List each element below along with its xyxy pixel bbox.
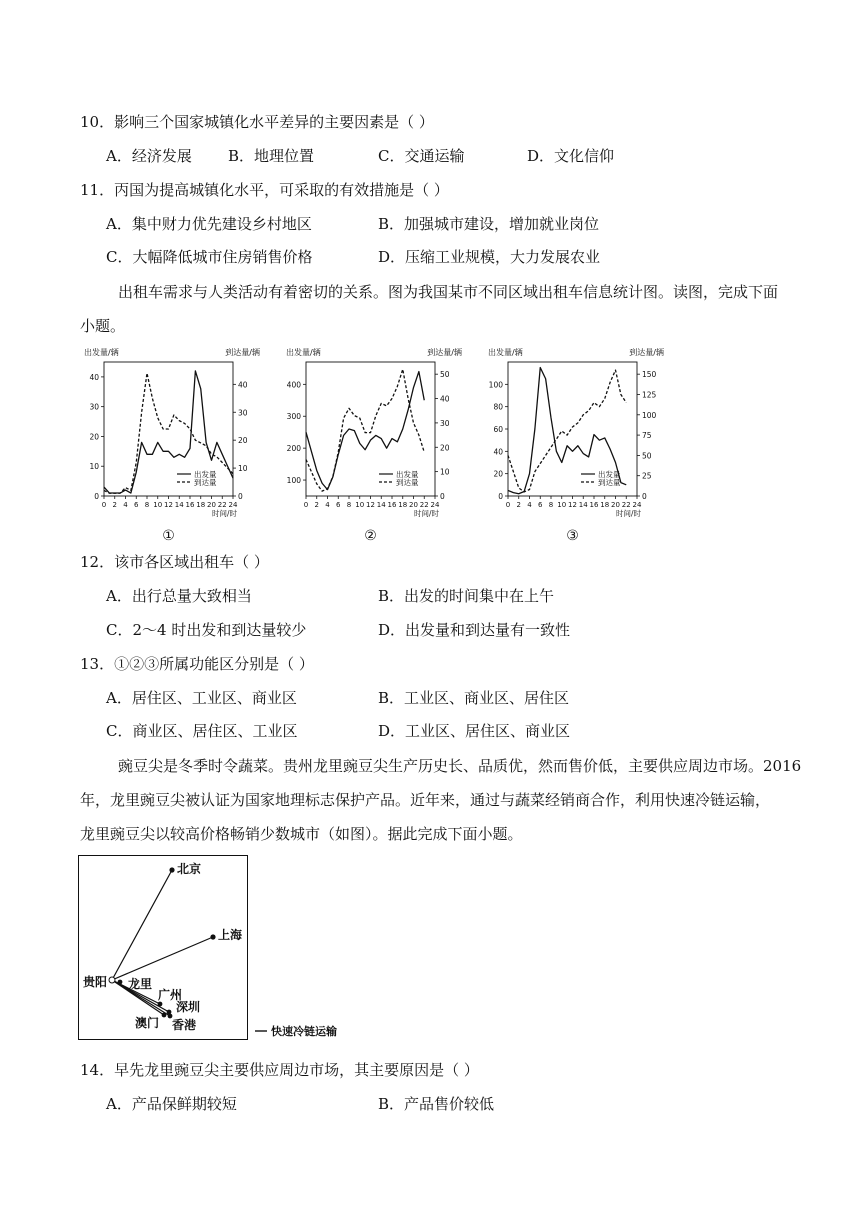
city-dot-shenzhen xyxy=(167,1010,172,1015)
right-tick-label: 100 xyxy=(642,410,657,420)
question-10-option-a: A．经济发展 xyxy=(106,147,192,165)
legend-label: 出发量 xyxy=(598,470,621,479)
city-dot-guangzhou xyxy=(158,1002,163,1007)
left-tick-label: 80 xyxy=(493,402,503,412)
cold-chain-map xyxy=(78,855,378,1045)
x-tick-label: 24 xyxy=(632,501,642,509)
right-tick-label: 0 xyxy=(238,492,243,501)
left-tick-label: 20 xyxy=(89,432,99,442)
right-axis-label: 到达量/辆 xyxy=(427,348,462,357)
x-tick-label: 6 xyxy=(134,501,139,509)
x-tick-label: 6 xyxy=(336,501,341,509)
left-tick-label: 400 xyxy=(286,380,301,390)
left-axis-label: 出发量/辆 xyxy=(488,348,523,357)
x-tick-label: 24 xyxy=(430,501,440,509)
chart-caption: ③ xyxy=(566,528,579,544)
left-tick-label: 40 xyxy=(493,447,503,457)
city-label-guiyang: 贵阳 xyxy=(83,975,108,989)
x-tick-label: 22 xyxy=(419,501,429,509)
right-tick-label: 30 xyxy=(440,418,450,428)
x-tick-label: 4 xyxy=(123,501,128,509)
right-tick-label: 20 xyxy=(238,436,248,446)
intro-taxi-line-2: 小题。 xyxy=(80,317,126,335)
x-tick-label: 20 xyxy=(207,501,216,509)
x-tick-label: 2 xyxy=(112,501,117,509)
x-axis-label: 时间/时 xyxy=(413,509,439,518)
x-tick-label: 22 xyxy=(621,501,631,509)
intro-pea-line-3: 龙里豌豆尖以较高价格畅销少数城市（如图）。据此完成下面小题。 xyxy=(80,825,523,843)
question-13-option-a: A．居住区、工业区、商业区 xyxy=(106,689,297,707)
question-14-option-a: A．产品保鲜期较短 xyxy=(106,1095,237,1113)
right-tick-label: 150 xyxy=(642,370,657,380)
right-tick-label: 10 xyxy=(440,467,450,477)
right-tick-label: 30 xyxy=(238,408,248,418)
x-tick-label: 20 xyxy=(409,501,418,509)
x-tick-label: 10 xyxy=(355,501,365,509)
city-label-shanghai: 上海 xyxy=(218,928,243,942)
left-tick-label: 10 xyxy=(89,462,99,472)
taxi-chart-3 xyxy=(484,344,684,544)
x-tick-label: 8 xyxy=(144,501,150,509)
left-tick-label: 200 xyxy=(286,444,301,454)
question-11-option-d: D．压缩工业规模，大力发展农业 xyxy=(378,248,601,266)
x-tick-label: 16 xyxy=(387,501,397,509)
x-tick-label: 12 xyxy=(366,501,375,509)
x-tick-label: 14 xyxy=(174,501,184,509)
x-tick-label: 8 xyxy=(346,501,352,509)
right-tick-label: 0 xyxy=(440,492,445,501)
route-shanghai xyxy=(112,937,213,980)
left-tick-label: 100 xyxy=(286,476,301,486)
question-10-option-d: D．文化信仰 xyxy=(527,147,615,165)
question-10-option-c: C．交通运输 xyxy=(378,147,465,165)
x-tick-label: 6 xyxy=(538,501,543,509)
left-axis-label: 出发量/辆 xyxy=(84,348,119,357)
question-12-stem: 12．该市各区域出租车（ ） xyxy=(80,553,269,571)
legend-label: 到达量 xyxy=(194,478,217,487)
x-tick-label: 2 xyxy=(314,501,319,509)
right-tick-label: 0 xyxy=(642,492,647,501)
question-10-stem: 10．影响三个国家城镇化水平差异的主要因素是（ ） xyxy=(80,113,434,131)
question-14-option-b: B．产品售价较低 xyxy=(378,1095,495,1113)
right-tick-label: 10 xyxy=(238,464,248,474)
right-tick-label: 20 xyxy=(440,443,450,453)
question-13-option-c: C．商业区、居住区、工业区 xyxy=(106,722,298,740)
city-dot-beijing xyxy=(169,867,174,872)
city-label-macau: 澳门 xyxy=(135,1016,160,1030)
city-dot-guiyang xyxy=(109,977,115,983)
x-tick-label: 18 xyxy=(600,501,610,509)
legend-label: 到达量 xyxy=(598,478,621,487)
left-tick-label: 100 xyxy=(488,380,503,390)
left-tick-label: 60 xyxy=(493,425,503,434)
x-tick-label: 4 xyxy=(527,501,532,509)
city-label-shenzhen: 深圳 xyxy=(176,1000,201,1014)
legend-label: 出发量 xyxy=(194,470,217,479)
taxi-chart-2 xyxy=(282,344,482,544)
x-tick-label: 0 xyxy=(505,501,511,509)
x-tick-label: 0 xyxy=(303,501,309,509)
question-11-option-b: B．加强城市建设，增加就业岗位 xyxy=(378,215,600,233)
left-tick-label: 0 xyxy=(498,492,503,501)
x-tick-label: 0 xyxy=(101,501,107,509)
x-tick-label: 4 xyxy=(325,501,330,509)
x-tick-label: 14 xyxy=(578,501,588,509)
x-tick-label: 22 xyxy=(217,501,227,509)
question-11-stem: 11．丙国为提高城镇化水平，可采取的有效措施是（ ） xyxy=(80,181,449,199)
question-12-option-a: A．出行总量大致相当 xyxy=(106,587,252,605)
x-tick-label: 16 xyxy=(185,501,195,509)
left-tick-label: 0 xyxy=(94,492,99,501)
right-tick-label: 50 xyxy=(642,451,652,461)
intro-pea-line-2: 年，龙里豌豆尖被认证为国家地理标志保护产品。近年来，通过与蔬菜经销商合作，利用快速冷链运输， xyxy=(80,791,771,809)
question-13-option-b: B．工业区、商业区、居住区 xyxy=(378,689,570,707)
x-axis-label: 时间/时 xyxy=(615,509,641,518)
legend-label: 到达量 xyxy=(396,478,419,487)
city-dot-longli xyxy=(118,980,123,985)
left-tick-label: 300 xyxy=(286,412,301,422)
left-tick-label: 20 xyxy=(493,469,503,479)
x-tick-label: 18 xyxy=(398,501,408,509)
x-tick-label: 12 xyxy=(568,501,577,509)
intro-pea-line-1: 豌豆尖是冬季时令蔬菜。贵州龙里豌豆尖生产历史长、品质优，然而售价低，主要供应周边市场。2016 xyxy=(118,757,802,775)
right-tick-label: 125 xyxy=(642,390,657,400)
x-tick-label: 20 xyxy=(611,501,620,509)
map-legend-label: 快速冷链运输 xyxy=(271,1025,337,1038)
right-axis-label: 到达量/辆 xyxy=(225,348,260,357)
right-tick-label: 50 xyxy=(440,370,450,380)
question-13-stem: 13．①②③所属功能区分别是（ ） xyxy=(80,655,314,673)
x-tick-label: 10 xyxy=(557,501,567,509)
chart-caption: ② xyxy=(364,528,377,544)
x-tick-label: 16 xyxy=(589,501,599,509)
right-tick-label: 25 xyxy=(642,471,652,481)
city-label-longli: 龙里 xyxy=(128,977,153,991)
legend-label: 出发量 xyxy=(396,470,419,479)
question-14-stem: 14．早先龙里豌豆尖主要供应周边市场，其主要原因是（ ） xyxy=(80,1061,479,1079)
city-label-hongkong: 香港 xyxy=(172,1018,197,1032)
left-tick-label: 40 xyxy=(89,372,99,382)
x-axis-label: 时间/时 xyxy=(211,509,237,518)
question-12-option-d: D．出发量和到达量有一致性 xyxy=(378,621,571,639)
x-tick-label: 14 xyxy=(376,501,386,509)
right-tick-label: 40 xyxy=(440,394,450,404)
question-12-option-c: C．2～4 时出发和到达量较少 xyxy=(106,621,307,639)
x-tick-label: 18 xyxy=(196,501,206,509)
x-tick-label: 8 xyxy=(548,501,554,509)
right-tick-label: 40 xyxy=(238,380,248,390)
city-dot-shanghai xyxy=(210,934,215,939)
right-axis-label: 到达量/辆 xyxy=(629,348,664,357)
chart-caption: ① xyxy=(162,528,175,544)
right-tick-label: 75 xyxy=(642,431,652,441)
x-tick-label: 2 xyxy=(516,501,521,509)
x-tick-label: 24 xyxy=(228,501,238,509)
question-11-option-a: A．集中财力优先建设乡村地区 xyxy=(106,215,312,233)
taxi-chart-1 xyxy=(80,344,280,544)
question-11-option-c: C．大幅降低城市住房销售价格 xyxy=(106,248,313,266)
question-12-option-b: B．出发的时间集中在上午 xyxy=(378,587,555,605)
question-13-option-d: D．工业区、居住区、商业区 xyxy=(378,722,571,740)
x-tick-label: 12 xyxy=(164,501,173,509)
left-axis-label: 出发量/辆 xyxy=(286,348,321,357)
question-10-option-b: B．地理位置 xyxy=(228,147,315,165)
city-label-guangzhou: 广州 xyxy=(158,988,183,1002)
left-tick-label: 30 xyxy=(89,402,99,412)
intro-taxi-line-1: 出租车需求与人类活动有着密切的关系。图为我国某市不同区域出租车信息统计图。读图，完成下面 xyxy=(118,283,779,301)
city-dot-macau xyxy=(162,1013,167,1018)
city-label-beijing: 北京 xyxy=(177,862,202,876)
x-tick-label: 10 xyxy=(153,501,163,509)
route-beijing xyxy=(112,870,172,980)
